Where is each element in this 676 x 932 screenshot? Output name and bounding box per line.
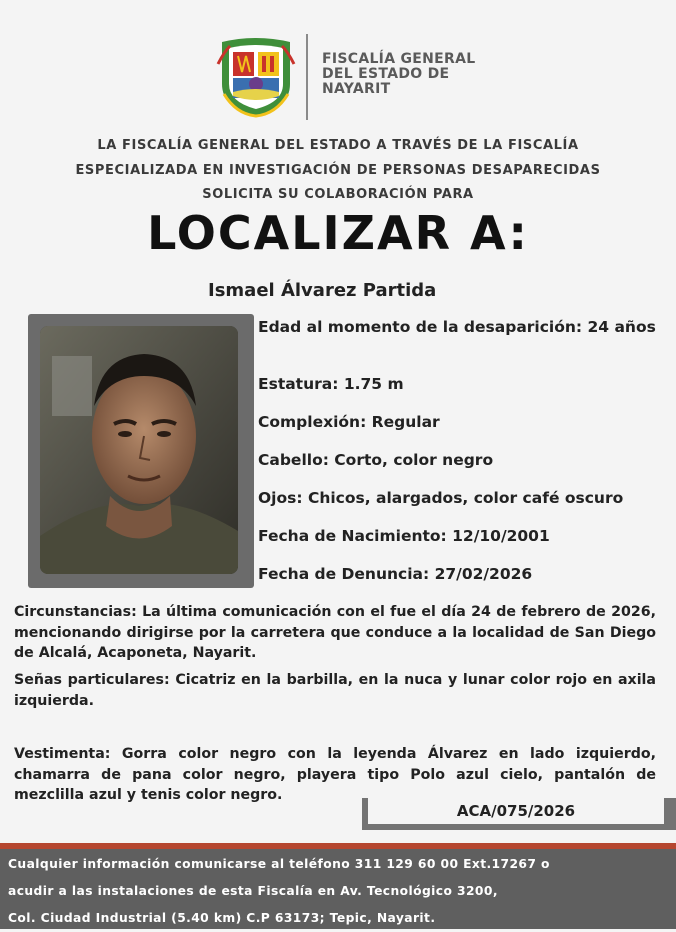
detail-build: Complexión: Regular: [258, 413, 440, 431]
intro-line: LA FISCALÍA GENERAL DEL ESTADO A TRAVÉS DE LA FISCALÍA: [97, 138, 579, 153]
contact-info: [8, 851, 668, 932]
case-number: ACA/075/2026: [368, 798, 664, 824]
detail-birth-date: Fecha de Nacimiento: 12/10/2001: [258, 527, 550, 545]
detail-age: Edad al momento de la desaparición: 24 años: [258, 318, 656, 336]
org-line: DEL ESTADO DE: [322, 66, 450, 82]
footer: [0, 843, 676, 929]
contact-line: Col. Ciudad Industrial (5.40 km) C.P 63173; Tepic, Nayarit.: [8, 911, 436, 925]
particular-signs: Señas particulares: Cicatriz en la barbilla, en la nuca y lunar color rojo en axila izquierda.: [14, 672, 656, 709]
organization-name: [322, 52, 475, 97]
detail-height: Estatura: 1.75 m: [258, 375, 404, 393]
org-line: NAYARIT: [322, 81, 391, 97]
intro-line: ESPECIALIZADA EN INVESTIGACIÓN DE PERSONAS DESAPARECIDAS: [75, 162, 601, 178]
detail-report-date: Fecha de Denuncia: 27/02/2026: [258, 565, 533, 583]
contact-line: Cualquier información comunicarse al teléfono 311 129 60 00 Ext.17267 o: [8, 857, 550, 871]
case-number-box: [362, 798, 676, 830]
footer-stripe: [0, 843, 676, 849]
person-photo: [40, 326, 238, 574]
intro-line: SOLICITA SU COLABORACIÓN PARA: [202, 187, 474, 202]
header-divider: [306, 34, 308, 120]
circumstances: Circunstancias: La última comunicación con el fue el día 24 de febrero de 2026, mencionando dirigirse por la carretera que conduce a la localidad de San Diego de Alcalá, Acaponeta, Nayarit.: [14, 604, 656, 661]
header: [0, 28, 676, 124]
contact-line: acudir a las instalaciones de esta Fiscalía en Av. Tecnológico 3200,: [8, 884, 498, 898]
detail-hair: Cabello: Corto, color negro: [258, 451, 494, 469]
photo-frame: [28, 314, 254, 588]
clothing: Vestimenta: Gorra color negro con la leyenda Álvarez en lado izquierdo, chamarra de pana color negro, playera tipo Polo azul cielo, pantalón de mezclilla azul y tenis color negro.: [14, 746, 656, 803]
org-line: FISCALÍA GENERAL: [322, 51, 476, 67]
state-coat-of-arms-icon: [216, 34, 296, 118]
intro-text: [0, 134, 676, 208]
detail-eyes: Ojos: Chicos, alargados, color café oscuro: [258, 489, 624, 507]
headline: LOCALIZAR A:: [147, 206, 529, 260]
person-name: Ismael Álvarez Partida: [208, 280, 437, 301]
